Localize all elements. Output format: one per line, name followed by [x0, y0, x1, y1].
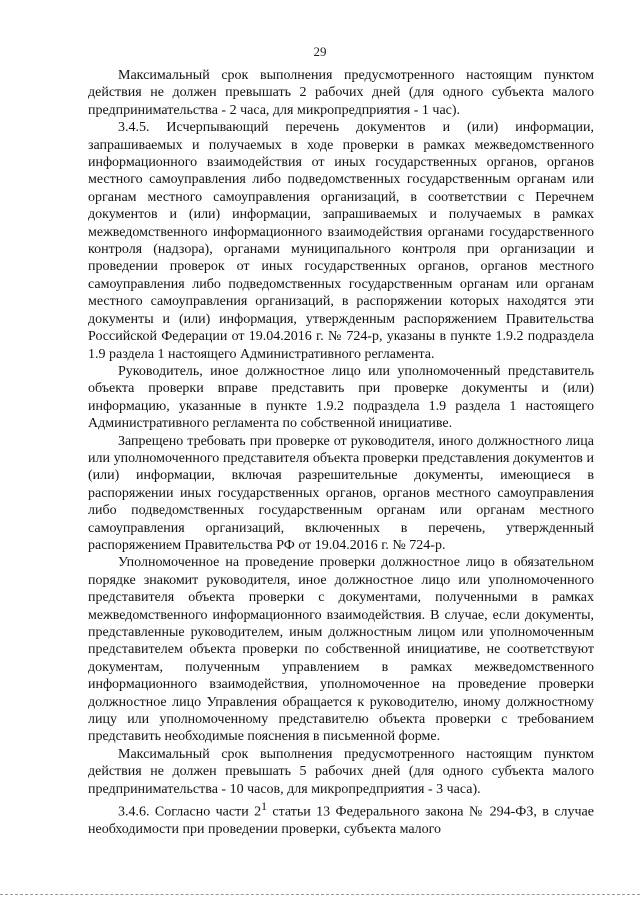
- paragraph-last: [88, 798, 594, 838]
- bottom-scan-line: [0, 894, 640, 897]
- paragraph: 3.4.5. Исчерпывающий перечень документов и (или) информации, запрашиваемых и получаемых в ходе проверки в рамках межведомственного информационного взаимодействия от иных государственных органов, органов местного самоуправления либо подведомственных государственным органам или органам местного самоуправления организаций, в соответствии с Перечнем документов и (или) информации, запрашиваемых и получаемых в рамках межведомственного информационного взаимодействия органами государственного контроля (надзора), органами муниципального контроля при организации и проведении проверок от иных государственных органов, органов местного самоуправления либо подведомственных государственным органам или органам местного самоуправления организаций, в распоряжении которых находятся эти документы и (или) информация, утвержденным распоряжением Правительства Российской Федерации от 19.04.2016 г. № 724-р, указаны в пункте 1.9.2 подраздела 1.9 раздела 1 настоящего Административного регламента.: [88, 120, 594, 362]
- paragraph: Уполномоченное на проведение проверки должностное лицо в обязательном порядке знакомит руководителя, иное должностное лицо или уполномоченного представителя объекта проверки с документами, полученными в рамках межведомственного информационного взаимодействия. В случае, если документы, представленные руководителем, иным должностным лицом или уполномоченным представителем объекта проверки по собственной инициативе, не соответствуют документам, полученным управлением в рамках межведомственного информационного взаимодействия, уполномоченное на проведение проверки должностное лицо Управления обращается к руководителю, иному должностному лицу или уполномоченному представителю объекта проверки с требованием представить необходимые пояснения в письменной форме.: [88, 555, 594, 745]
- text-fragment: 3.4.6. Согласно части 2: [118, 804, 262, 820]
- text-fragment: статьи 13 Федерального закона № 294-ФЗ, в случае необходимости при проведении проверки, субъекта малого: [88, 804, 594, 838]
- page-number: 29: [313, 44, 327, 59]
- paragraph: Максимальный срок выполнения предусмотренного настоящим пунктом действия не должен превышать 5 рабочих дней (для одного субъекта малого предпринимательства - 10 часов, для микропредприятия - 3 часа).: [88, 746, 594, 797]
- superscript: 1: [261, 800, 267, 814]
- paragraph: Запрещено требовать при проверке от руководителя, иного должностного лица или уполномоченного представителя объекта проверки представления документов и (или) информации, включая разрешительные документы, имеющиеся в распоряжении иных государственных органов, органов местного самоуправления либо подведомственных государственным органам или органам местного самоуправления организаций, включенных в перечень, утвержденный распоряжением Правительства РФ от 19.04.2016 г. № 724-р.: [88, 433, 594, 553]
- body-text: [88, 67, 594, 839]
- paragraph: Максимальный срок выполнения предусмотренного настоящим пунктом действия не должен превышать 2 рабочих дней (для одного субъекта малого предпринимательства - 2 часа, для микропредприятия - 1 час).: [88, 68, 594, 118]
- paragraph: Руководитель, иное должностное лицо или уполномоченный представитель объекта проверки вправе представить при проверке документы и (или) информацию, указанные в пункте 1.9.2 подраздела 1.9 раздела 1 настоящего Административного регламента по собственной инициативе.: [88, 363, 594, 432]
